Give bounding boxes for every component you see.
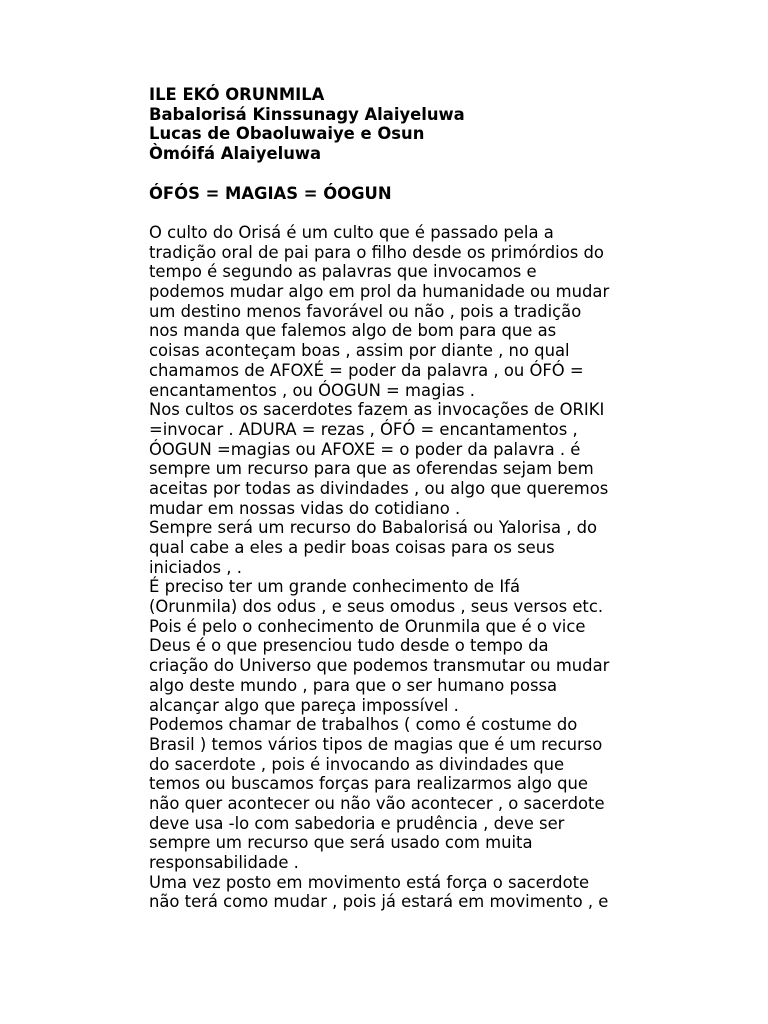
body-line: criação do Universo que podemos transmutar ou mudar [149, 656, 610, 676]
body-line: tempo é segundo as palavras que invocamos e [149, 262, 537, 282]
body-line: mudar em nossas vidas do cotidiano . [149, 498, 461, 518]
body-line: É preciso ter um grande conhecimento de Ifá [149, 577, 520, 597]
body-line: podemos mudar algo em prol da humanidade ou mudar [149, 282, 610, 302]
body-line: tradição oral de pai para o filho desde os primórdios do [149, 242, 604, 262]
body-line: algo deste mundo , para que o ser humano possa [149, 675, 558, 695]
header-line-omoifa: Òmóifá Alaiyeluwa [149, 144, 322, 164]
body-line: Nos cultos os sacerdotes fazem as invocações de ORIKI [149, 400, 605, 420]
body-line: sempre um recurso que será usado com muita [149, 833, 533, 853]
body-line: chamamos de AFOXÉ = poder da palavra , ou ÓFÓ = [149, 360, 584, 380]
body-line: Brasil ) temos vários tipos de magias que é um recurso [149, 734, 603, 754]
body-line: Pois é pelo o conhecimento de Orunmila que é o vice [149, 616, 586, 636]
body-line: sempre um recurso para que as oferendas sejam bem [149, 459, 594, 479]
body-line: Uma vez posto em movimento está força o sacerdote [149, 872, 590, 892]
header-line-babalorisa: Babalorisá Kinssunagy Alaiyeluwa [149, 104, 465, 124]
body-line: O culto do Orisá é um culto que é passado pela a [149, 223, 554, 242]
body-line: Deus é o que presenciou tudo desde o tempo da [149, 636, 549, 656]
body-line: não quer acontecer ou não vão acontecer , o sacerdote [149, 793, 605, 813]
body-line: encantamentos , ou ÓOGUN = magias . [149, 380, 475, 400]
section-title: ÓFÓS = MAGIAS = ÓOGUN [149, 184, 392, 203]
body-line: responsabilidade . [149, 853, 299, 872]
body-line: temos ou buscamos forças para realizarmos algo que [149, 774, 589, 794]
body-text [149, 223, 669, 912]
header-line-house: ILE EKÓ ORUNMILA [149, 85, 325, 104]
body-line: qual cabe a eles a pedir boas coisas para os seus [149, 538, 555, 557]
body-line: não terá como mudar , pois já estará em movimento , e [149, 892, 609, 912]
document-header [149, 85, 709, 164]
body-line: Podemos chamar de trabalhos ( como é costume do [149, 715, 578, 735]
body-line: iniciados , . [149, 557, 242, 577]
body-line: do sacerdote , pois é invocando as divindades que [149, 754, 565, 774]
body-line: =invocar . ADURA = rezas , ÓFÓ = encantamentos , [149, 419, 578, 439]
body-line: um destino menos favorável ou não , pois a tradição [149, 301, 582, 321]
body-line: alcançar algo que pareça impossível . [149, 695, 459, 715]
body-line: aceitas por todas as divindades , ou algo que queremos [149, 478, 609, 498]
body-line: coisas aconteçam boas , assim por diante , no qual [149, 341, 570, 361]
body-line: Sempre será um recurso do Babalorisá ou Yalorisa , do [149, 518, 598, 538]
body-line: ÓOGUN =magias ou AFOXE = o poder da palavra . é [149, 439, 581, 459]
header-line-lucas: Lucas de Obaoluwaiye e Osun [149, 124, 425, 144]
body-line: deve usa -lo com sabedoria e prudência , deve ser [149, 813, 565, 833]
body-line: nos manda que falemos algo de bom para que as [149, 321, 557, 341]
body-line: (Orunmila) dos odus , e seus omodus , seus versos etc. [149, 597, 604, 617]
